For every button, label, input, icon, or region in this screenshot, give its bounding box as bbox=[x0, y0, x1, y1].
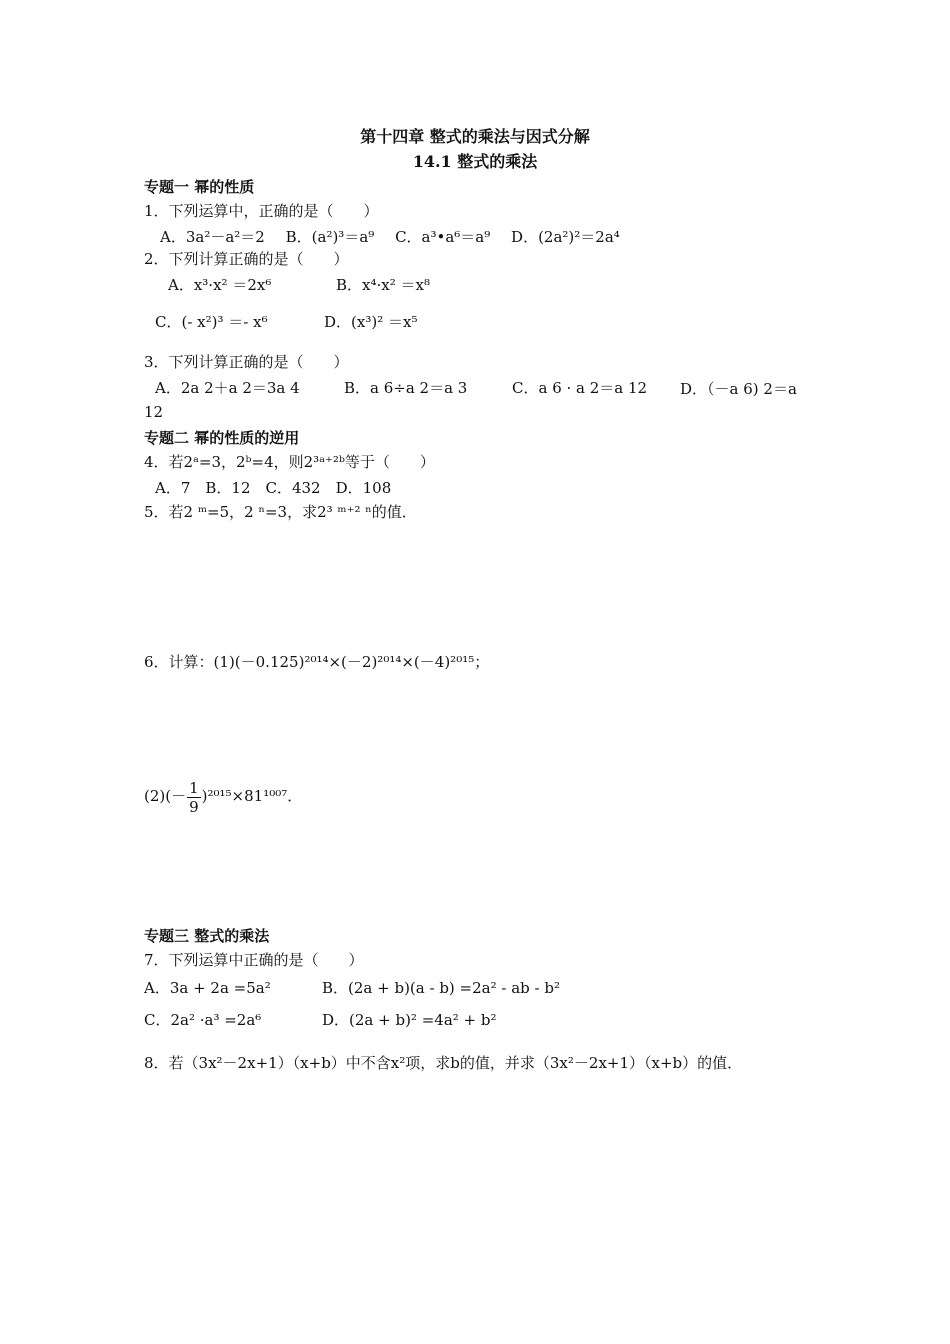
q2-option-d: D．(x³)² ＝x⁵ bbox=[324, 313, 418, 331]
q1-option-b: B．(a²)³＝a⁹ bbox=[285, 228, 375, 246]
q6-part-2 bbox=[144, 776, 302, 816]
topic-3-heading: 专题三 整式的乘法 bbox=[144, 927, 270, 945]
q6-part-2-prefix: (2)(－ bbox=[144, 787, 187, 805]
topic-2-heading: 专题二 幂的性质的逆用 bbox=[144, 429, 300, 447]
q7-stem: 7．下列运算中正确的是（ ） bbox=[144, 951, 364, 969]
q4-options: A．7 B．12 C．432 D．108 bbox=[155, 479, 392, 497]
q7-option-a: A．3a + 2a =5a² bbox=[144, 979, 271, 997]
q3-option-a: A．2a 2＋a 2＝3a 4 bbox=[155, 379, 300, 397]
q1-stem: 1．下列运算中，正确的是（ ） bbox=[144, 202, 379, 220]
section-title: 14.1 整式的乘法 bbox=[412, 152, 538, 171]
q1-options bbox=[160, 227, 620, 247]
q8-stem: 8．若（3x²－2x+1）（x+b）中不含x²项，求b的值，并求（3x²－2x+1）（x+b）的值． bbox=[144, 1054, 743, 1072]
q6-part-1: 6．计算：(1)(－0.125)²⁰¹⁴×(－2)²⁰¹⁴×(－4)²⁰¹⁵； bbox=[144, 653, 490, 671]
q6-part-2-suffix: )²⁰¹⁵×81¹⁰⁰⁷． bbox=[201, 787, 303, 805]
chapter-title: 第十四章 整式的乘法与因式分解 bbox=[360, 127, 590, 146]
q5-stem: 5．若2 ᵐ=5，2 ⁿ=3，求2³ ᵐ⁺² ⁿ的值． bbox=[144, 503, 417, 521]
q2-option-b: B．x⁴·x² ＝x⁸ bbox=[336, 276, 430, 294]
fraction-numerator: 1 bbox=[189, 778, 199, 797]
q3-option-b: B．a 6÷a 2＝a 3 bbox=[344, 379, 468, 397]
q7-option-b: B．(2a + b)(a - b) =2a² - ab - b² bbox=[322, 979, 560, 997]
q7-option-c: C．2a² ·a³ =2a⁶ bbox=[144, 1011, 262, 1029]
q3-stem: 3．下列计算正确的是（ ） bbox=[144, 353, 349, 371]
q1-option-d: D．(2a²)²＝2a⁴ bbox=[511, 228, 620, 246]
q2-stem: 2．下列计算正确的是（ ） bbox=[144, 250, 349, 268]
q7-option-d: D．(2a + b)² =4a² + b² bbox=[322, 1011, 497, 1029]
q3-option-d: D．（－a 6) 2＝a 12 bbox=[144, 380, 797, 421]
q3-option-c: C．a 6 · a 2＝a 12 bbox=[512, 379, 648, 397]
q2-option-a: A．x³·x² ＝2x⁶ bbox=[168, 276, 272, 294]
q1-option-a: A．3a²－a²＝2 bbox=[160, 228, 265, 246]
fraction-denominator: 9 bbox=[189, 797, 199, 816]
q2-option-c: C．(- x²)³ ＝- x⁶ bbox=[155, 313, 268, 331]
fraction-one-ninth bbox=[187, 779, 201, 816]
topic-1-heading: 专题一 幂的性质 bbox=[144, 178, 255, 196]
q4-stem: 4．若2ᵃ=3，2ᵇ=4，则2³ᵃ⁺²ᵇ等于（ ） bbox=[144, 453, 435, 471]
q1-option-c: C．a³•a⁶＝a⁹ bbox=[395, 228, 491, 246]
